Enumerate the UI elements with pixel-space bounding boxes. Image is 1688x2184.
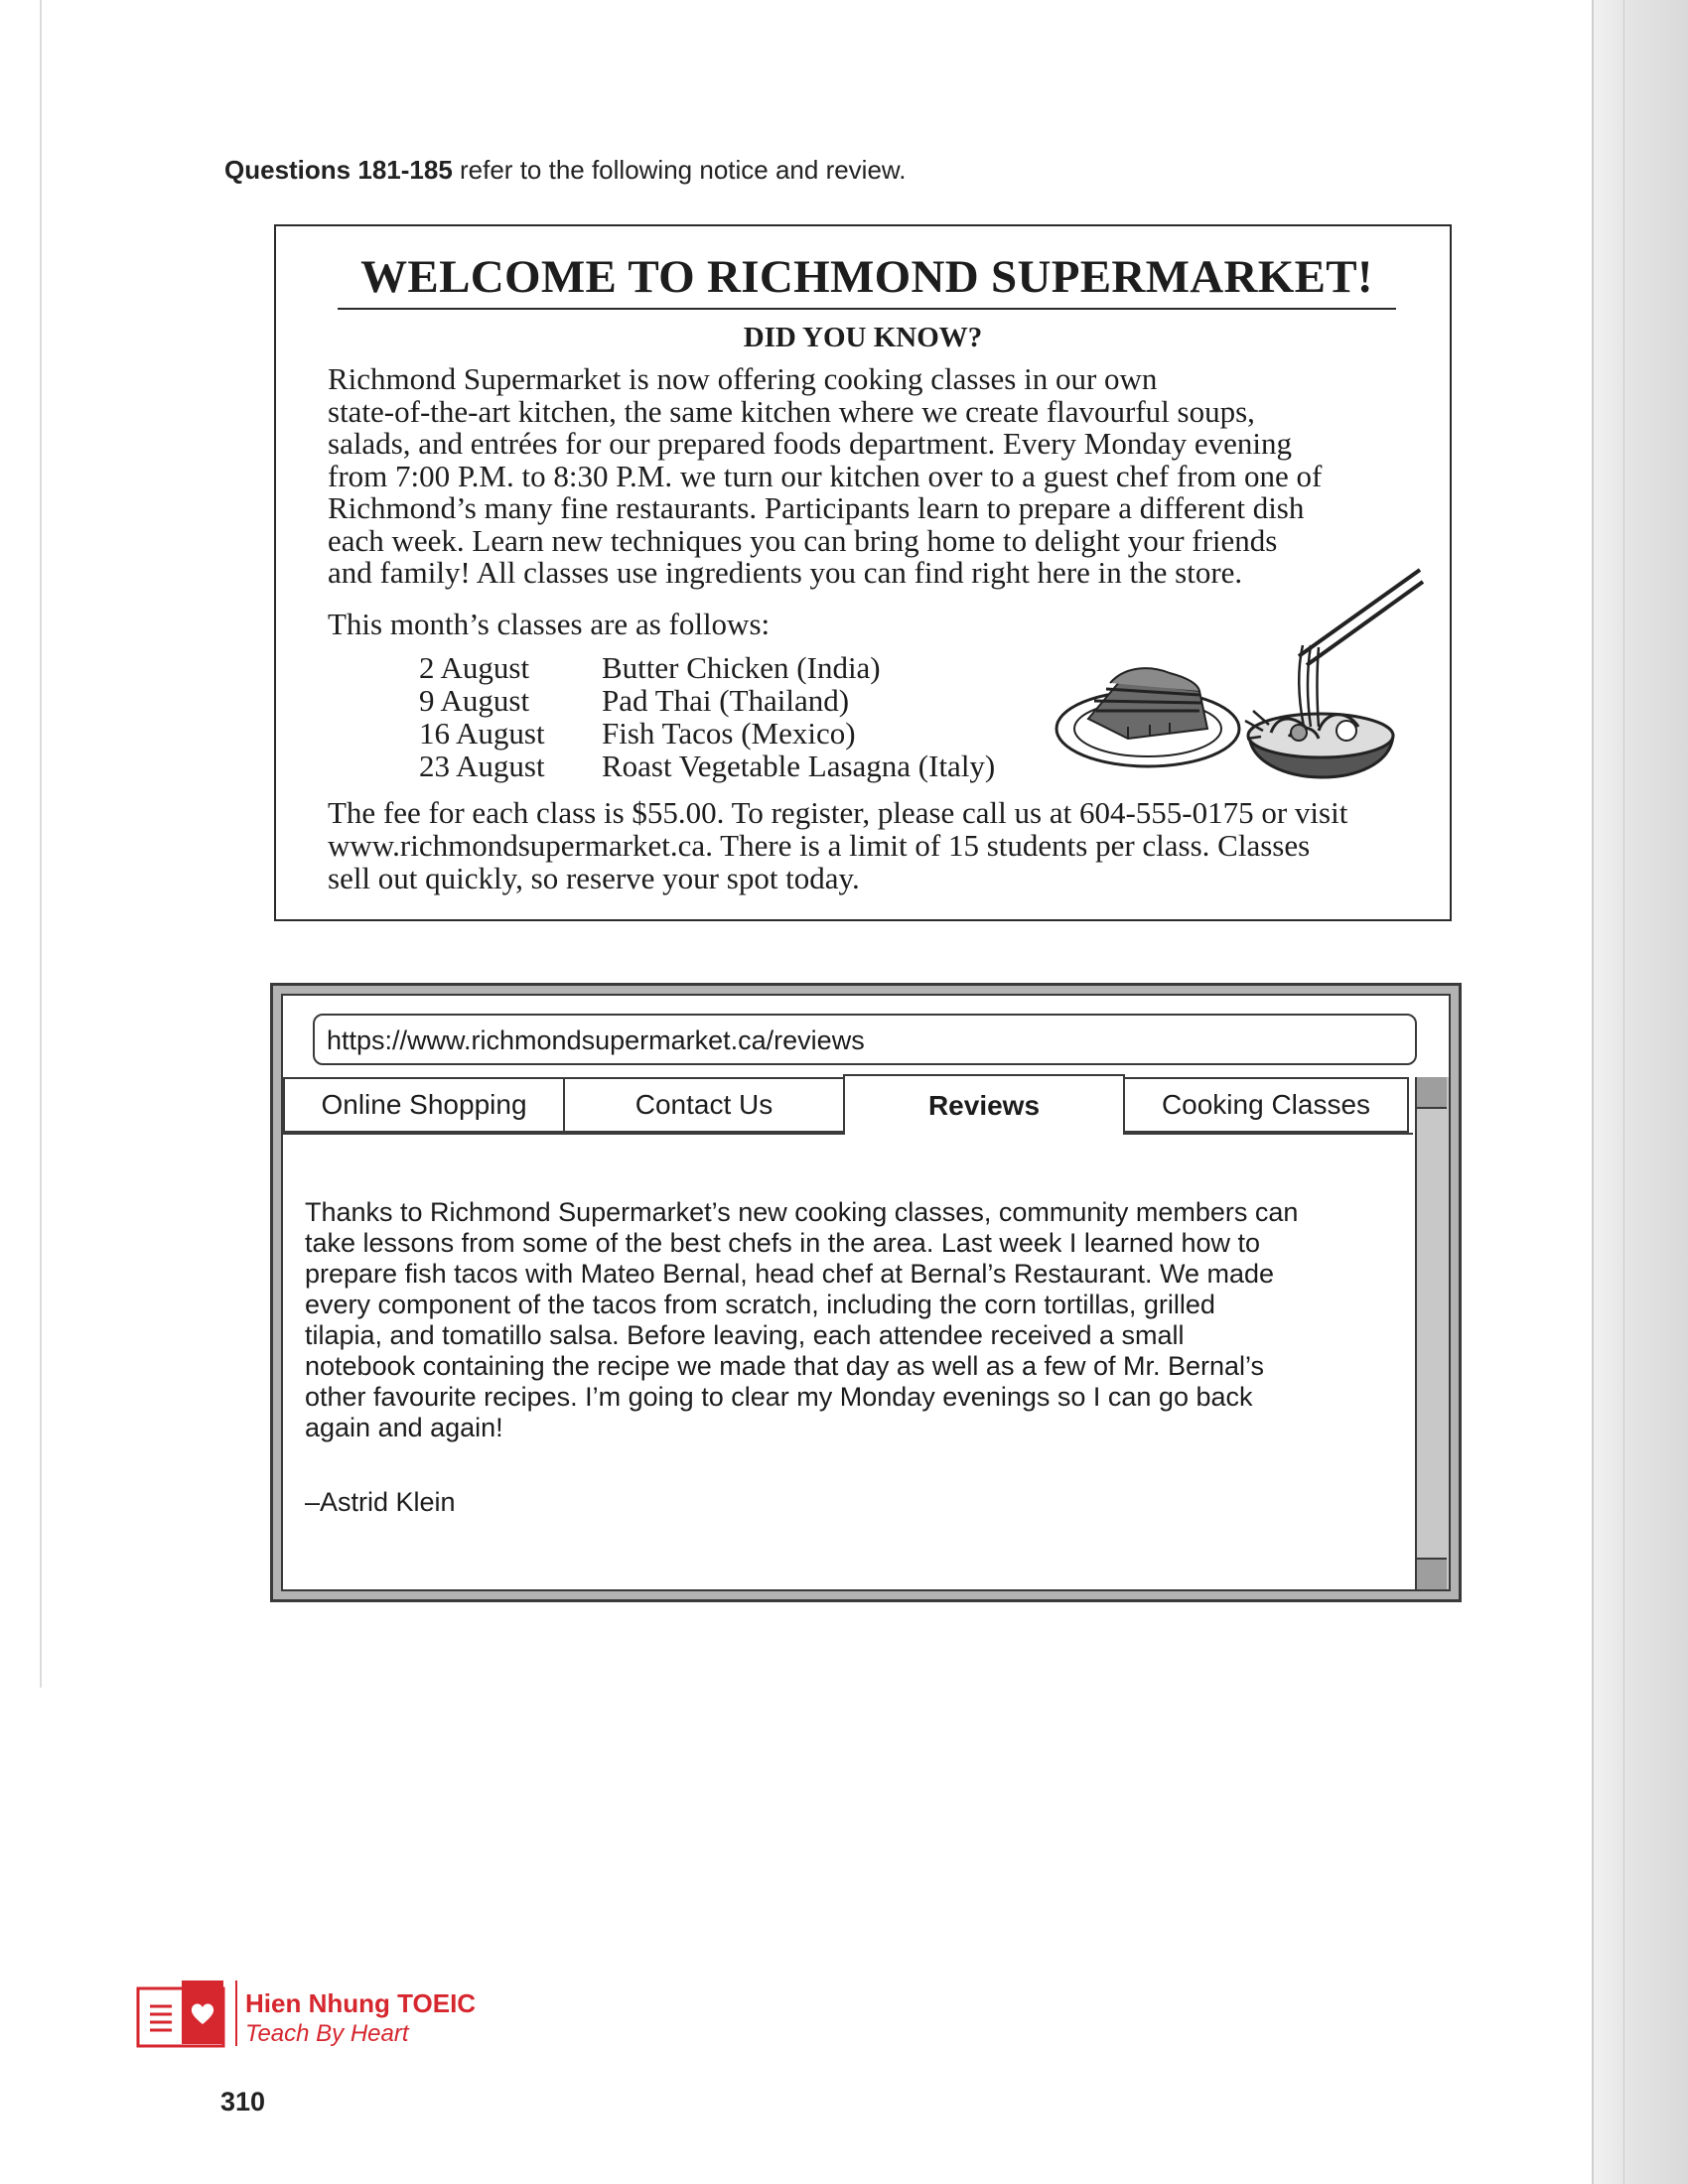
- tab-divider: [283, 1133, 845, 1135]
- review-line: Thanks to Richmond Supermarket’s new cooking classes, community members can: [305, 1197, 1299, 1227]
- review-line: other favourite recipes. I’m going to clear my Monday evenings so I can go back: [305, 1382, 1253, 1412]
- tab-online-shopping[interactable]: Online Shopping: [283, 1077, 565, 1133]
- notice-body-line: Richmond Supermarket is now offering cooking classes in our own: [328, 361, 1158, 396]
- class-schedule: [419, 651, 995, 782]
- notice-body-line: from 7:00 P.M. to 8:30 P.M. we turn our kitchen over to a guest chef from one of: [328, 458, 1323, 493]
- tab-divider: [1123, 1133, 1413, 1135]
- scroll-up-button[interactable]: [1417, 1077, 1447, 1109]
- logo-tagline: Teach By Heart: [245, 2020, 409, 2047]
- scrollbar[interactable]: [1415, 1077, 1449, 1589]
- brand-logo: [136, 1979, 533, 2056]
- url-bar[interactable]: https://www.richmondsupermarket.ca/reviews: [313, 1014, 1417, 1065]
- lasagna-plate-icon: [1056, 668, 1239, 766]
- class-dish: Roast Vegetable Lasagna (Italy): [602, 749, 996, 783]
- tab-reviews[interactable]: Reviews: [843, 1074, 1125, 1135]
- review-line: prepare fish tacos with Mateo Bernal, head chef at Bernal’s Restaurant. We made: [305, 1259, 1275, 1289]
- review-line: again and again!: [305, 1413, 503, 1442]
- browser-viewport: [281, 994, 1451, 1591]
- class-row: [419, 750, 995, 782]
- notice-body-line: each week. Learn new techniques you can bring home to delight your friends: [328, 522, 1278, 558]
- food-illustration-icon: [1051, 562, 1428, 805]
- notice-body: [328, 363, 1410, 590]
- class-date: 23 August: [419, 749, 545, 783]
- class-dish: Butter Chicken (India): [602, 650, 881, 685]
- logo-separator: [235, 1980, 237, 2046]
- questions-intro-rest: refer to the following notice and review.: [452, 155, 907, 185]
- tab-cooking-classes[interactable]: Cooking Classes: [1123, 1077, 1409, 1133]
- class-row: [419, 651, 995, 684]
- class-dish: Fish Tacos (Mexico): [602, 716, 856, 751]
- notice-body-line: and family! All classes use ingredients you can find right here in the store.: [328, 555, 1243, 590]
- notice-footer-line: The fee for each class is $55.00. To register, please call us at 604-555-0175 or visit: [328, 795, 1348, 830]
- class-date: 9 August: [419, 683, 530, 718]
- questions-intro: [224, 155, 906, 186]
- review-line: take lessons from some of the best chefs in the area. Last week I learned how to: [305, 1228, 1261, 1258]
- classes-lead: This month’s classes are as follows:: [328, 607, 771, 641]
- notice-subtitle: DID YOU KNOW?: [743, 322, 983, 353]
- tab-contact-us[interactable]: Contact Us: [563, 1077, 845, 1133]
- notice-body-line: state-of-the-art kitchen, the same kitchen where we create flavourful soups,: [328, 393, 1255, 429]
- page-number: 310: [220, 2087, 266, 2116]
- notice-footer: [328, 796, 1420, 894]
- class-row: [419, 684, 995, 717]
- page-edge: [1592, 0, 1688, 2184]
- class-date: 16 August: [419, 716, 545, 751]
- binding-line: [40, 0, 42, 1688]
- notice-footer-line: sell out quickly, so reserve your spot today.: [328, 861, 860, 895]
- notice-footer-line: www.richmondsupermarket.ca. There is a limit of 15 students per class. Classes: [328, 828, 1311, 863]
- browser-window: [270, 983, 1462, 1602]
- class-row: [419, 717, 995, 750]
- notice-body-line: Richmond’s many fine restaurants. Participants learn to prepare a different dish: [328, 490, 1305, 525]
- scroll-down-button[interactable]: [1417, 1558, 1447, 1589]
- review-author: –Astrid Klein: [305, 1487, 456, 1517]
- class-dish: Pad Thai (Thailand): [602, 683, 850, 718]
- notice-title: WELCOME TO RICHMOND SUPERMARKET!: [338, 250, 1396, 310]
- class-date: 2 August: [419, 650, 530, 685]
- logo-name: Hien Nhung TOEIC: [245, 1988, 477, 2018]
- review-line: tilapia, and tomatillo salsa. Before leaving, each attendee received a small: [305, 1320, 1185, 1350]
- review-line: every component of the tacos from scratch, including the corn tortillas, grilled: [305, 1290, 1215, 1319]
- noodle-bowl-icon: [1245, 570, 1423, 777]
- questions-range: Questions 181-185: [224, 155, 453, 185]
- review-text: [305, 1197, 1387, 1443]
- notice-box: [274, 224, 1452, 921]
- review-line: notebook containing the recipe we made that day as well as a few of Mr. Bernal’s: [305, 1351, 1265, 1381]
- book-heart-icon: [136, 1979, 225, 2050]
- tab-bar: [283, 1077, 1415, 1133]
- notice-body-line: salads, and entrées for our prepared foods department. Every Monday evening: [328, 426, 1292, 461]
